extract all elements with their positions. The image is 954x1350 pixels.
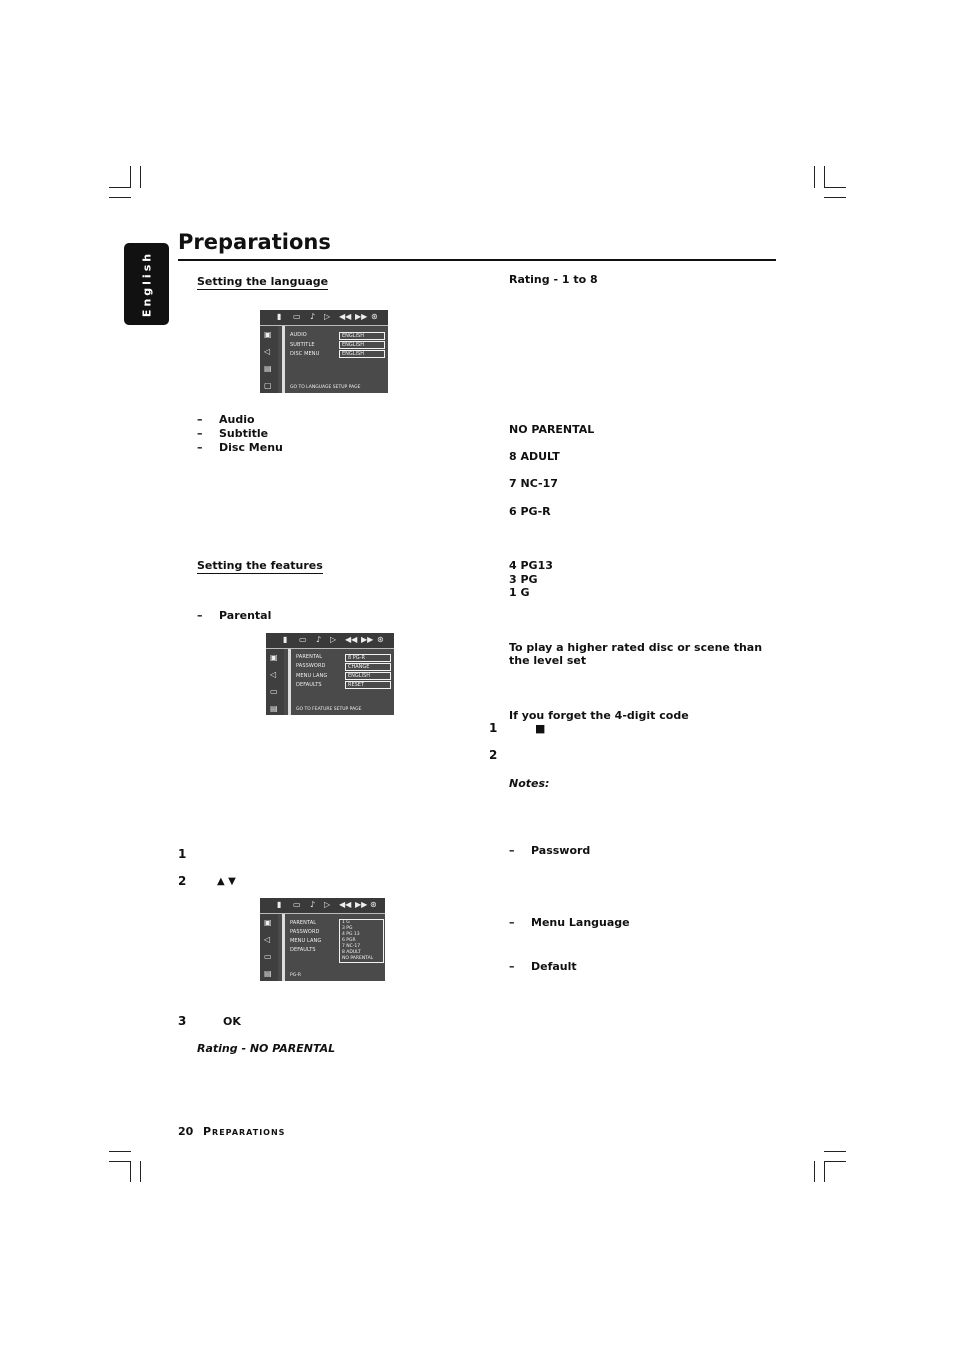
menu-label: DEFAULTS	[296, 682, 322, 688]
settings-icon: ⊛	[371, 312, 378, 321]
list-item: – Password	[509, 844, 591, 857]
step-number: 1	[178, 847, 187, 861]
audio-icon: ♪	[316, 635, 322, 644]
settings-icon: ⊛	[377, 635, 384, 644]
menu-footer: GO TO FEATURE SETUP PAGE	[296, 707, 362, 712]
ok-key-label: OK	[223, 1015, 241, 1028]
list-item: – Subtitle	[197, 427, 269, 440]
crop-mark	[109, 197, 131, 198]
general-icon: ▣	[270, 653, 278, 662]
notes-heading: Notes:	[509, 777, 550, 790]
general-icon: ▣	[264, 330, 272, 339]
crop-mark	[824, 166, 825, 188]
play-icon: ▷	[330, 635, 337, 644]
rating-level: 7 NC-17	[509, 477, 558, 490]
menu-toolbar	[266, 633, 394, 649]
page-title: Preparations	[178, 230, 331, 254]
marker-icon: ▮	[277, 312, 282, 321]
general-icon: ▣	[264, 918, 272, 927]
crop-mark	[130, 1161, 131, 1182]
crop-mark	[109, 1151, 131, 1152]
speaker-icon: ◁	[264, 935, 271, 944]
menu-value: ENGLISH	[345, 672, 391, 680]
menu-label: SUBTITLE	[290, 342, 315, 348]
menu-label: PASSWORD	[290, 929, 320, 935]
higher-rated-heading: To play a higher rated disc or scene than the level set	[509, 641, 763, 667]
marker-icon: ▮	[277, 900, 282, 909]
list-item: – Disc Menu	[197, 441, 283, 454]
crop-mark	[824, 1151, 846, 1152]
audio-icon: ♪	[310, 900, 316, 909]
audio-icon: ♪	[310, 312, 316, 321]
feature-setup-screen	[266, 633, 394, 715]
menu-footer: GO TO LANGUAGE SETUP PAGE	[290, 385, 361, 390]
parental-options-screen	[260, 898, 385, 981]
rating-level: 1 G	[509, 586, 530, 599]
rewind-icon: ◀◀	[339, 312, 352, 321]
list-item: – Parental	[197, 609, 272, 622]
step-number: 3	[178, 1014, 187, 1028]
rating-option[interactable]: 7 NC-17	[342, 944, 361, 949]
page-number: 20	[178, 1125, 194, 1138]
step-number: 1	[489, 721, 498, 735]
rating-level: 3 PG	[509, 573, 538, 586]
tv-icon: ▭	[293, 312, 301, 321]
step-number: 2	[489, 748, 498, 762]
menu-label: PARENTAL	[296, 654, 323, 660]
language-setup-screen	[260, 310, 388, 393]
rewind-icon: ◀◀	[345, 635, 358, 644]
rating-option[interactable]: NO PARENTAL	[342, 956, 374, 961]
preference-icon: ▤	[264, 969, 272, 978]
menu-value: CHANGE	[345, 663, 391, 671]
menu-label: MENU LANG	[290, 938, 322, 944]
menu-toolbar	[260, 310, 388, 326]
stop-icon: ■	[535, 722, 546, 735]
marker-icon: ▮	[283, 635, 288, 644]
forward-icon: ▶▶	[361, 635, 374, 644]
crop-mark	[824, 197, 846, 198]
list-item: – Audio	[197, 413, 255, 426]
menu-label: DEFAULTS	[290, 947, 316, 953]
menu-divider	[282, 914, 285, 981]
menu-sidebar	[260, 914, 278, 981]
menu-value: 8 PG-R	[345, 654, 391, 662]
rating-option[interactable]: 8 ADULT	[342, 950, 361, 955]
list-item: – Default	[509, 960, 577, 973]
rating-level: 8 ADULT	[509, 450, 560, 463]
preference-icon: ▢	[264, 381, 272, 390]
crop-mark	[130, 166, 131, 188]
menu-label: PASSWORD	[296, 663, 326, 669]
list-item: – Menu Language	[509, 916, 630, 929]
video-icon: ▭	[270, 687, 278, 696]
rating-option[interactable]: 3 PG	[342, 926, 353, 931]
tv-icon: ▭	[293, 900, 301, 909]
crop-mark	[814, 166, 815, 188]
crop-mark	[824, 1161, 825, 1182]
menu-label: AUDIO	[290, 332, 307, 338]
title-rule	[178, 259, 776, 261]
rating-options-list[interactable]	[339, 919, 384, 963]
crop-mark	[824, 1161, 846, 1162]
rating-range-heading: Rating - 1 to 8	[509, 273, 598, 286]
rating-level: 4 PG13	[509, 559, 553, 572]
crop-mark	[109, 187, 131, 188]
menu-value: ENGLISH	[339, 350, 385, 358]
menu-footer: PG-R	[290, 973, 301, 978]
forget-code-heading: If you forget the 4-digit code	[509, 709, 689, 722]
rating-option[interactable]: 1 G	[342, 920, 350, 925]
up-down-arrows-icon: ▲ ▼	[217, 876, 236, 887]
video-icon: ▭	[264, 952, 272, 961]
rating-option[interactable]: 4 PG 13	[342, 932, 360, 937]
preference-icon: ▤	[270, 704, 278, 713]
play-icon: ▷	[324, 312, 331, 321]
speaker-icon: ◁	[264, 347, 271, 356]
crop-mark	[814, 1161, 815, 1182]
menu-label: DISC MENU	[290, 351, 320, 357]
step-number: 2	[178, 874, 187, 888]
crop-mark	[140, 166, 141, 188]
menu-sidebar	[260, 326, 278, 393]
menu-label: PARENTAL	[290, 920, 317, 926]
language-tab-label: English	[140, 250, 153, 318]
menu-value: ENGLISH	[339, 341, 385, 349]
setting-features-heading: Setting the features	[197, 559, 323, 572]
menu-toolbar	[260, 898, 385, 914]
video-icon: ▤	[264, 364, 272, 373]
crop-mark	[824, 187, 846, 188]
rewind-icon: ◀◀	[339, 900, 352, 909]
rating-option[interactable]: 6 PGR	[342, 938, 356, 943]
menu-sidebar	[266, 649, 284, 715]
crop-mark	[140, 1161, 141, 1182]
rating-level: 6 PG-R	[509, 505, 551, 518]
forward-icon: ▶▶	[355, 312, 368, 321]
tv-icon: ▭	[299, 635, 307, 644]
settings-icon: ⊛	[370, 900, 377, 909]
footer-section-title: Preparations	[203, 1125, 286, 1138]
setting-language-heading: Setting the language	[197, 275, 329, 288]
forward-icon: ▶▶	[355, 900, 368, 909]
play-icon: ▷	[324, 900, 331, 909]
rating-note: Rating - NO PARENTAL	[197, 1042, 336, 1055]
menu-divider	[288, 649, 291, 715]
speaker-icon: ◁	[270, 670, 277, 679]
rating-level: NO PARENTAL	[509, 423, 595, 436]
menu-value: ENGLISH	[339, 332, 385, 340]
menu-value: RESET	[345, 681, 391, 689]
crop-mark	[109, 1161, 131, 1162]
menu-label: MENU LANG	[296, 673, 328, 679]
menu-divider	[282, 326, 285, 393]
language-tab	[124, 243, 169, 325]
